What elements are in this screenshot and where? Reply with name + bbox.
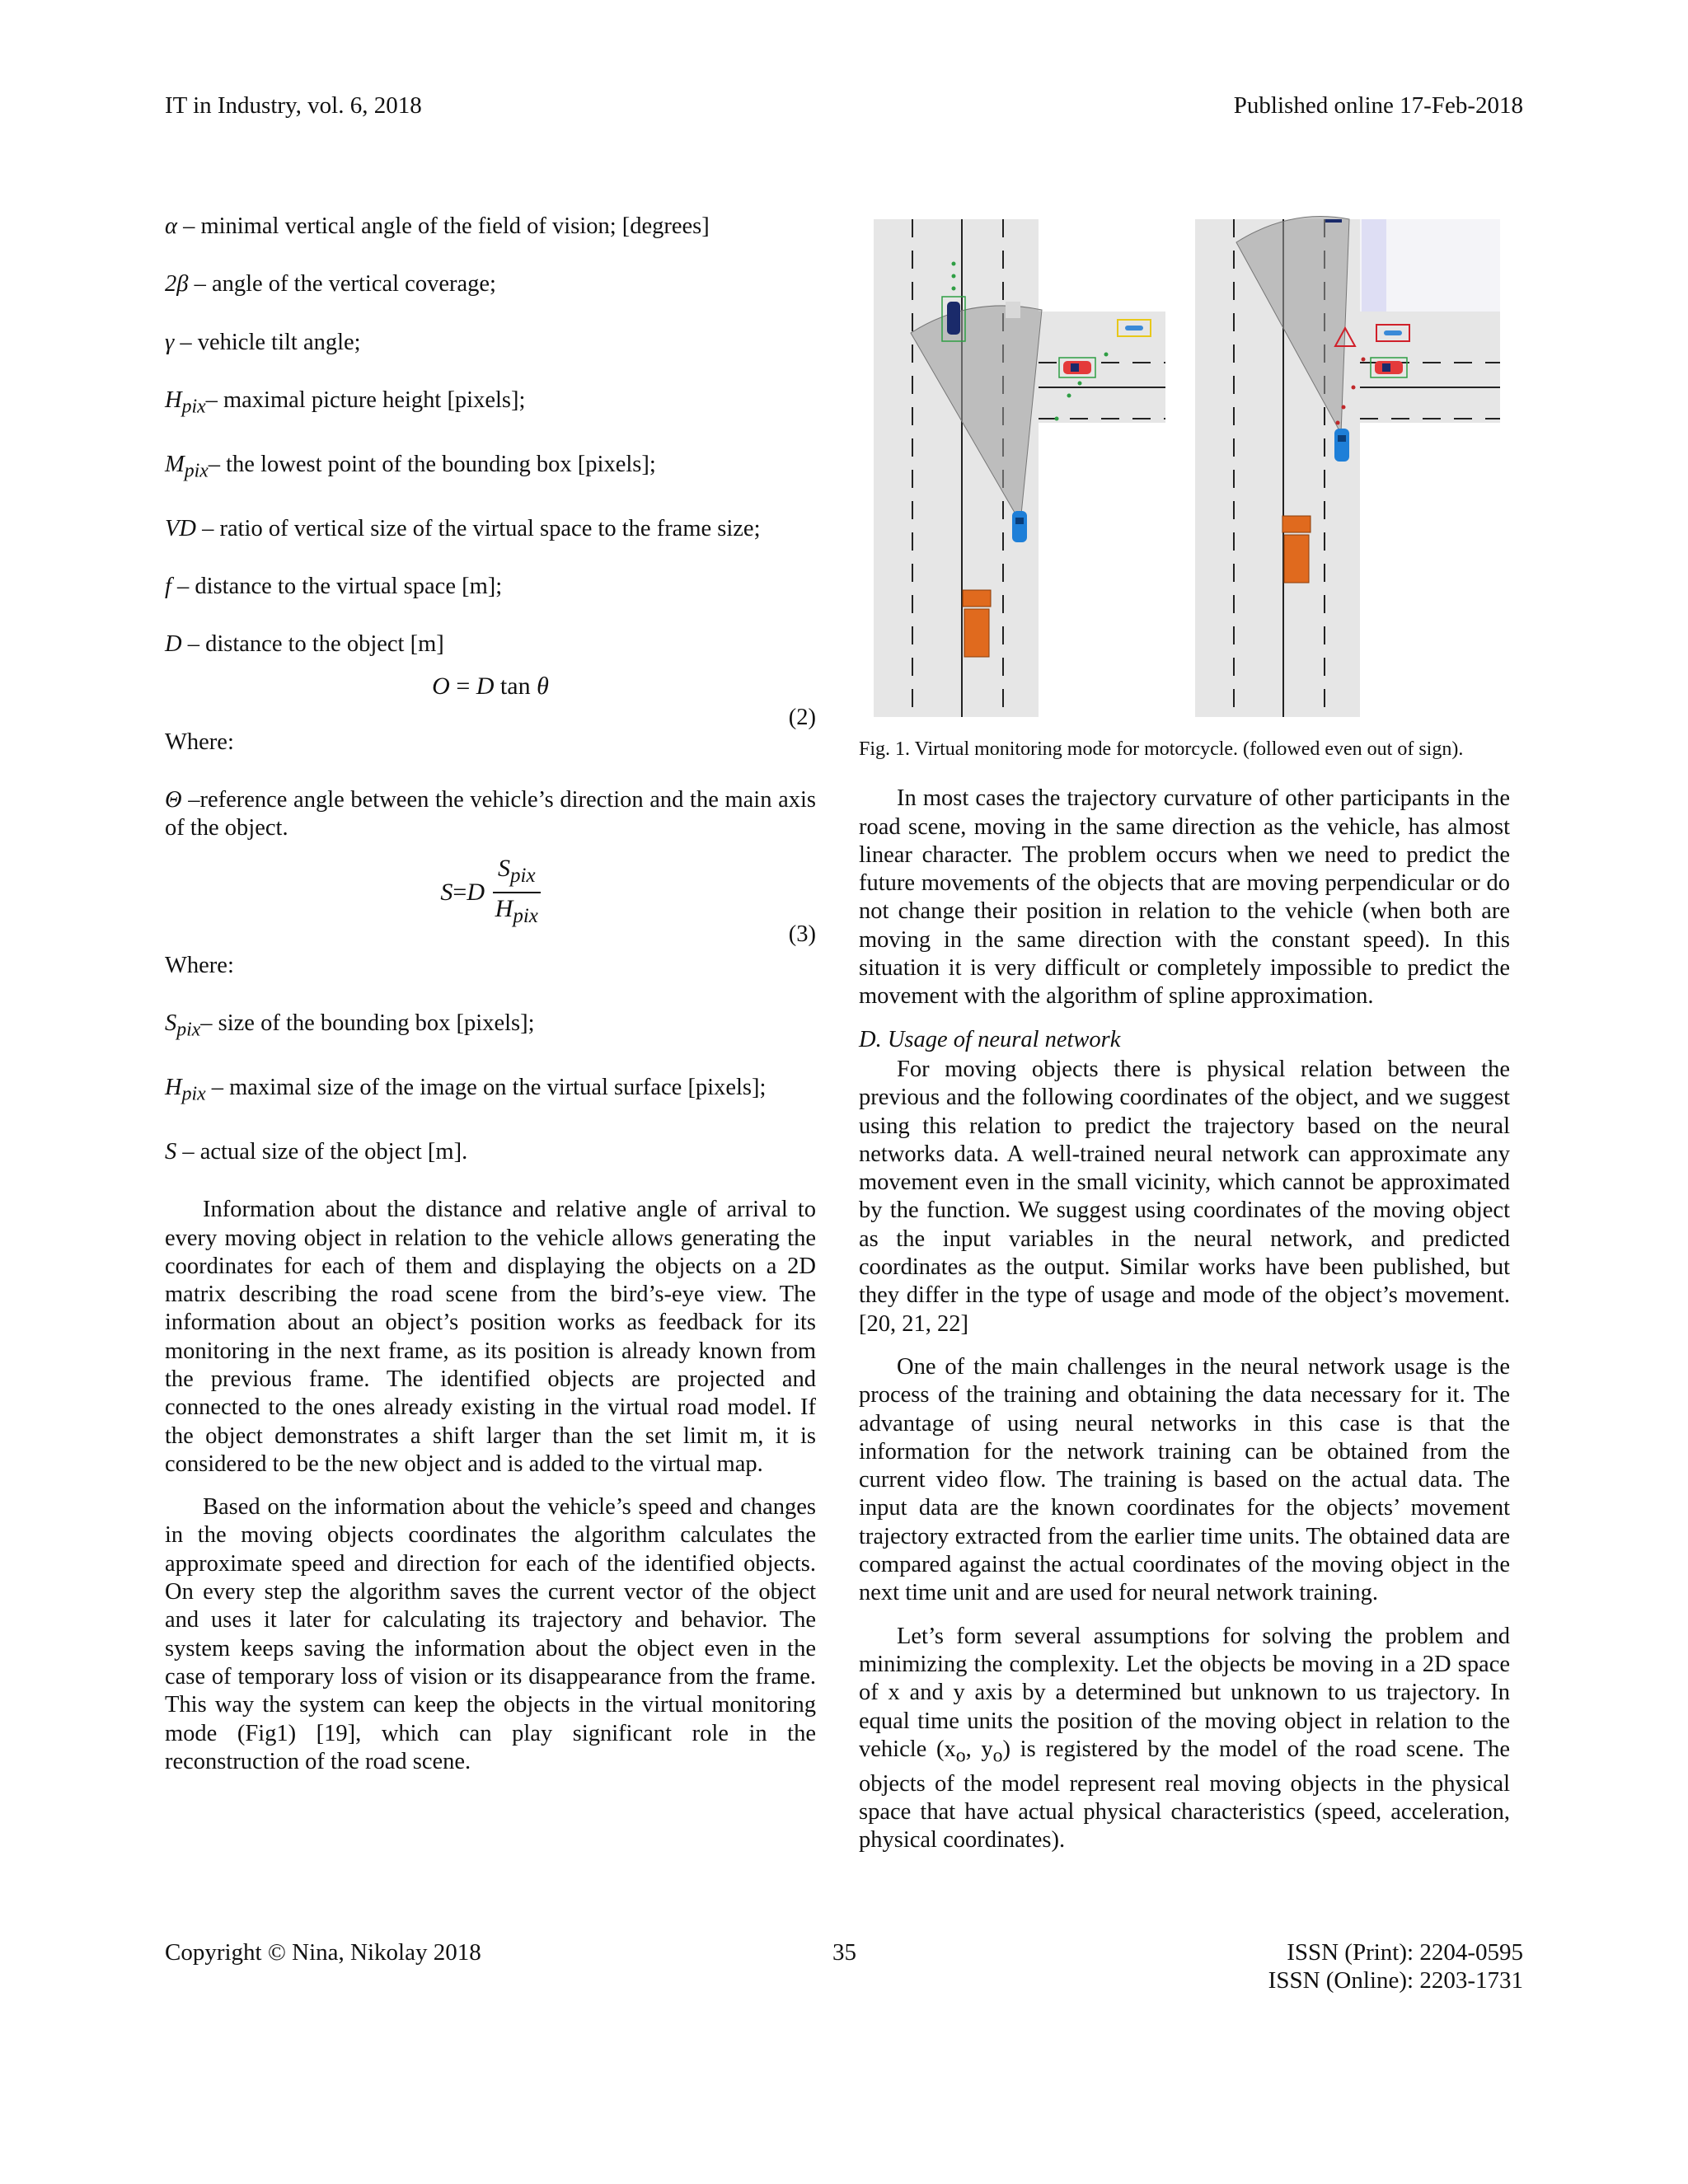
right-column — [859, 213, 1510, 1870]
figure-caption: Fig. 1. Virtual monitoring mode for motorcycle. (followed even out of sign). — [859, 738, 1464, 760]
mask-region — [1362, 219, 1386, 312]
motorcycle — [1125, 326, 1143, 330]
issn-online: ISSN (Online): 2203-1731 — [1268, 1967, 1523, 1994]
ego-car — [1012, 511, 1027, 542]
where-label: Where: — [165, 952, 234, 978]
paragraph: One of the main challenges in the neural network usage is the process of the training and obtaining the data necessary for it. The advantage of using neural networks in this case is that the information for the network training can be obtained from the current video flow. The training is based on the actual data. The input data are the known coordinates for the objects’ movement trajectory extracted from the earlier time units. The obtained data are compared against the actual coordinates of the moving object in the next time unit and are used for neural network training. — [859, 1353, 1510, 1606]
paragraph: Information about the distance and relative angle of arrival to every moving object in relation to the vehicle allows generating the coordinates for each of them and displaying the objects on a 2D matrix describing the road scene from the bird’s-eye view. The information about an object’s position works as feedback for its monitoring in the next frame, as its position is already known from the previous frame. The identified objects are projected and connected to the ones already existing in the virtual road model. If the object demonstrates a shift larger than the set limit m, it is considered to be the new object and is added to the virtual map. — [165, 1197, 816, 1477]
def-alpha: α – minimal vertical angle of the field of vision; [degrees] — [165, 213, 710, 239]
def-f: f – distance to the virtual space [m]; — [165, 574, 503, 600]
where-label: Where: — [165, 729, 234, 755]
def-hpix-2: $H_{pix}$ – maximal size of the image on the virtual surface [pixels]; — [165, 1074, 767, 1105]
ego-car — [1334, 429, 1349, 462]
def-vd: VD – ratio of vertical size of the virtual space to the frame size; — [165, 515, 761, 541]
figure-1-image — [859, 213, 1510, 717]
def-spix: $S_{pix}-$ size of the bounding box [pixels]; — [165, 1010, 535, 1041]
truck-body — [1284, 535, 1309, 583]
published-date: Published online 17-Feb-2018 — [1233, 92, 1523, 119]
page-number: 35 — [832, 1939, 856, 1966]
paragraph: For moving objects there is physical relation between the previous and the following coordinates of the object, and we suggest using this relation to predict the trajectory based on the neural networks data. A well-trained neural network can approximate any movement even in the small vicinity, which cannot be approximated by the function. We suggest using coordinates of the moving object as the input variables in the neural network, and predicted coordinates as the output. Similar works have been published, but they differ in the type of usage and mode of the object’s movement. [20, 21, 22] — [859, 1056, 1510, 1337]
scene-left — [874, 219, 1165, 717]
paragraph: Let’s form several assumptions for solving the problem and minimizing the complexity. Let the objects be moving in a 2D space of x and y axis by a determined but unknown to us trajectory. In equal time units the position of the moving object in relation to the vehicle ($x_o$, $y_o$) is registered by the model of the road scene. The objects of the model represent real moving objects in the physical space that have actual physical characteristics (speed, acceleration, physical coordinates). — [859, 1623, 1510, 1854]
truck-cab — [1282, 516, 1311, 532]
def-gamma: γ – vehicle tilt angle; — [165, 329, 361, 355]
def-mpix: $M_{pix}-$ the lowest point of the bounding box [pixels]; — [165, 451, 656, 482]
equation-3: S = D $\frac{S_{pix}}{H_{pix}}$ (3) — [165, 855, 816, 952]
copyright: Copyright © Nina, Nikolay 2018 — [165, 1939, 481, 1966]
def-d: D – distance to the object [m] — [165, 631, 444, 658]
equation-number: (3) — [788, 921, 816, 947]
truck-cab — [963, 590, 991, 607]
virtual-motorcycle — [1384, 330, 1402, 335]
truck-body — [964, 609, 989, 657]
issn — [1268, 1938, 1523, 1994]
road-horizontal — [1039, 312, 1165, 423]
figure-1 — [859, 213, 1510, 717]
journal-header: IT in Industry, vol. 6, 2018 — [165, 92, 422, 119]
equation-number: (2) — [788, 704, 816, 730]
section-heading: D. Usage of neural network — [859, 1026, 1121, 1052]
equation-2: O = D tan θ (2) — [165, 671, 816, 729]
def-theta: Θ –reference angle between the vehicle’s direction and the main axis of the object. — [165, 787, 816, 841]
def-beta: 2β – angle of the vertical coverage; — [165, 271, 496, 298]
scene-right — [1195, 217, 1500, 718]
paragraph: In most cases the trajectory curvature of other participants in the road scene, moving in the same direction as the vehicle, has almost linear character. The problem occurs when we need to predict the future movements of the objects that are moving perpendicular or do not change their position in relation to the vehicle (when both are moving in the same direction with the constant speed). In this situation it is very difficult or completely impossible to predict the movement with the algorithm of spline approximation. — [859, 785, 1510, 1010]
paragraph: Based on the information about the vehicle’s speed and changes in the moving objects coordinates the algorithm calculates the approximate speed and direction for each of the identified objects. On every step the algorithm saves the current vector of the object and uses it later for calculating its trajectory and behavior. The system keeps saving the information about the object even in the case of temporary loss of vision or its disappearance from the frame. This way the system can keep the objects in the virtual monitoring mode (Fig1) [19], which can play significant role in the reconstruction of the road scene. — [165, 1494, 816, 1774]
tracked-car — [947, 302, 960, 335]
issn-print: ISSN (Print): 2204-0595 — [1287, 1939, 1523, 1966]
left-column — [165, 213, 816, 1791]
def-s: S – actual size of the object [m]. — [165, 1138, 468, 1165]
def-hpix: $H_{pix}-$ maximal picture height [pixels]; — [165, 387, 526, 418]
